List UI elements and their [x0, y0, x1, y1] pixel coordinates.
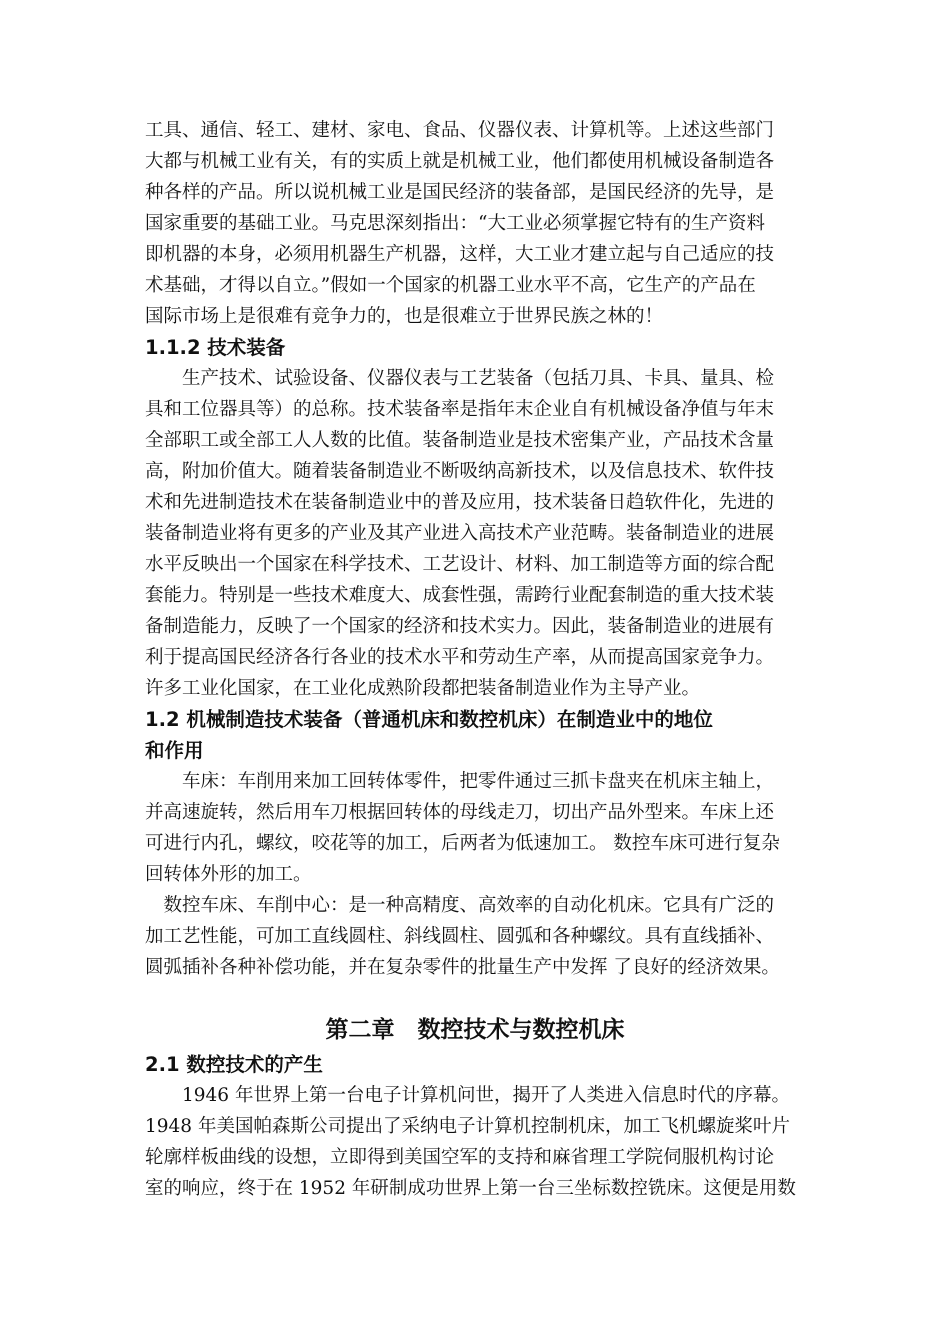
- section-1-1-2-paragraph: [145, 363, 805, 704]
- text-line: 水平反映出一个国家在科学技术、工艺设计、材料、加工制造等方面的综合配: [145, 554, 775, 575]
- text-line: 具和工位器具等）的总称。技术装备率是指年末企业自有机械设备净值与年末: [145, 399, 775, 420]
- text-line: 室的响应，终于在 1952 年研制成功世界上第一台三坐标数控铣床。这便是用数: [145, 1178, 796, 1199]
- text-line: 许多工业化国家，在工业化成熟阶段都把装备制造业作为主导产业。: [145, 678, 701, 699]
- text-line: 生产技术、试验设备、仪器仪表与工艺装备（包括刀具、卡具、量具、检: [145, 368, 775, 389]
- heading-line: 1.2 机械制造技术装备（普通机床和数控机床）在制造业中的地位: [145, 708, 713, 731]
- intro-paragraph: [145, 115, 805, 332]
- text-line: 并高速旋转，然后用车刀根据回转体的母线走刀，切出产品外型来。车床上还: [145, 802, 775, 823]
- section-1-2-paragraph-lathe: [145, 766, 805, 890]
- text-line: 加工艺性能，可加工直线圆柱、斜线圆柱、圆弧和各种螺纹。具有直线插补、: [145, 926, 775, 947]
- section-heading-1-1-2: 1.1.2 技术装备: [145, 336, 286, 359]
- text-line: 车床：车削用来加工回转体零件，把零件通过三抓卡盘夹在机床主轴上，: [145, 771, 775, 792]
- text-line: 1946 年世界上第一台电子计算机问世，揭开了人类进入信息时代的序幕。: [145, 1085, 790, 1106]
- text-line: 工具、通信、轻工、建材、家电、食品、仪器仪表、计算机等。上述这些部门: [145, 120, 775, 141]
- section-1-2-paragraph-cnc: [145, 890, 805, 983]
- text-line: 种各样的产品。所以说机械工业是国民经济的装备部，是国民经济的先导，是: [145, 182, 775, 203]
- heading-line: 和作用: [145, 739, 204, 762]
- text-line: 大都与机械工业有关，有的实质上就是机械工业，他们都使用机械设备制造各: [145, 151, 775, 172]
- text-line: 装备制造业将有更多的产业及其产业进入高技术产业范畴。装备制造业的进展: [145, 523, 775, 544]
- text-line: 全部职工或全部工人人数的比值。装备制造业是技术密集产业，产品技术含量: [145, 430, 775, 451]
- chapter-title: 第二章 数控技术与数控机床: [325, 1017, 625, 1043]
- text-line: 回转体外形的加工。: [145, 864, 312, 885]
- text-line: 轮廓样板曲线的设想，立即得到美国空军的支持和麻省理工学院伺服机构讨论: [145, 1147, 775, 1168]
- document-page: [145, 115, 805, 1204]
- text-line: 即机器的本身，必须用机器生产机器，这样，大工业才建立起与自己适应的技: [145, 244, 775, 265]
- text-line: 术和先进制造技术在装备制造业中的普及应用，技术装备日趋软件化，先进的: [145, 492, 775, 513]
- text-line: 国家重要的基础工业。马克思深刻指出：“大工业必须掌握它特有的生产资料: [145, 213, 765, 234]
- text-line: 高，附加价值大。随着装备制造业不断吸纳高新技术，以及信息技术、软件技: [145, 461, 775, 482]
- text-line: 1948 年美国帕森斯公司提出了采纳电子计算机控制机床，加工飞机螺旋桨叶片: [145, 1116, 790, 1137]
- section-2-1-paragraph: [145, 1080, 805, 1204]
- section-heading-1-2: [145, 704, 805, 766]
- text-line: 术基础，才得以自立。”假如一个国家的机器工业水平不高，它生产的产品在: [145, 275, 756, 296]
- text-line: 国际市场上是很难有竞争力的，也是很难立于世界民族之林的！: [145, 306, 664, 327]
- text-line: 备制造能力，反映了一个国家的经济和技术实力。因此，装备制造业的进展有: [145, 616, 775, 637]
- text-line: 利于提高国民经济各行各业的技术水平和劳动生产率，从而提高国家竞争力。: [145, 647, 775, 668]
- text-line: 套能力。特别是一些技术难度大、成套性强，需跨行业配套制造的重大技术装: [145, 585, 775, 606]
- text-line: 可进行内孔，螺纹，咬花等的加工，后两者为低速加工。 数控车床可进行复杂: [145, 833, 780, 854]
- section-heading-2-1: 2.1 数控技术的产生: [145, 1053, 323, 1076]
- text-line: 圆弧插补各种补偿功能，并在复杂零件的批量生产中发挥 了良好的经济效果。: [145, 957, 780, 978]
- text-line: 数控车床、车削中心：是一种高精度、高效率的自动化机床。它具有广泛的: [145, 895, 775, 916]
